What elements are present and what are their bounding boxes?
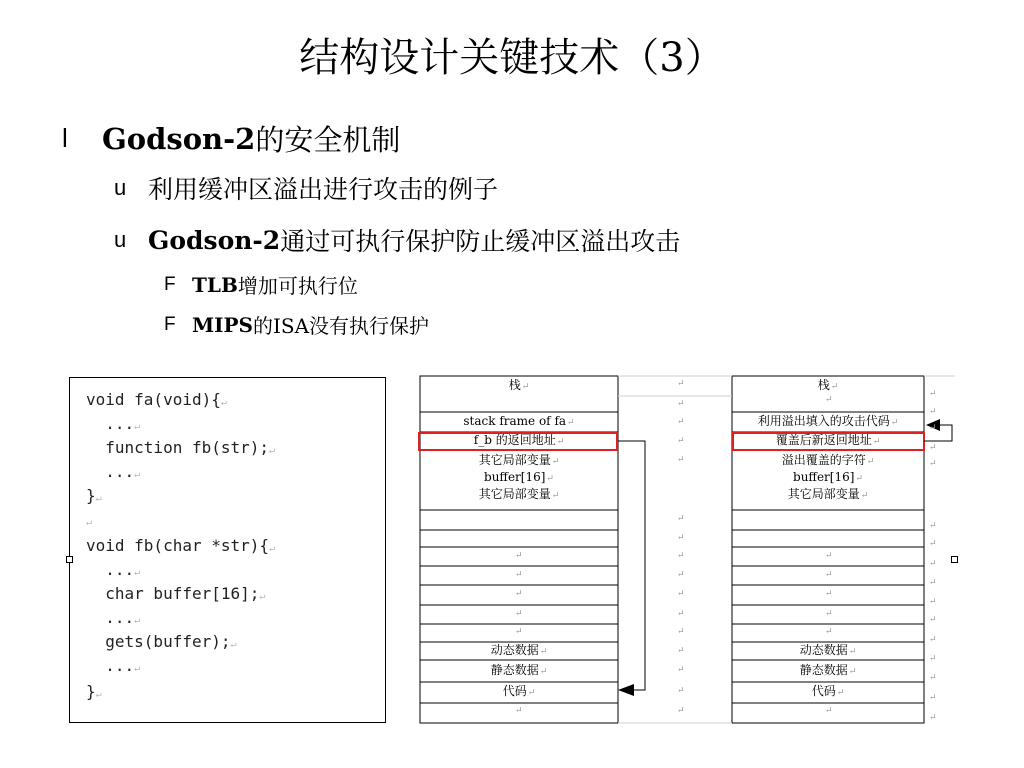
bullet-level3-tlb [164,270,358,299]
code-line: ...↵ [86,656,141,675]
bullet-text: 利用缓冲区溢出进行攻击的例子 [148,175,499,204]
code-line: gets(buffer);↵ [86,632,237,651]
right-stack-header: 栈↵ [817,377,839,392]
right-stack-code: 代码↵ [811,684,845,698]
code-line: void fb(char *str){↵ [86,536,276,555]
bullet-marker: l [62,123,68,153]
bullet-marker: u [114,175,127,200]
bullet-marker: F [164,273,176,295]
bullet-text: 增加可执行位 [237,274,358,298]
code-line: }↵ [86,486,102,505]
right-stack-attack-code: 利用溢出填入的攻击代码↵ [757,414,899,428]
left-stack-frame-fa: stack frame of fa↵ [463,414,575,428]
right-stack-dynamic-data: 动态数据↵ [799,643,857,657]
code-line: char buffer[16];↵ [86,584,266,603]
code-line: }↵ [86,682,102,701]
arrow-head-to-code [618,684,634,696]
bullet-text: 通过可执行保护防止缓冲区溢出攻击 [280,227,681,256]
code-line: ↵ [86,517,93,528]
bullet-level2-protection [114,222,680,258]
code-line: ...↵ [86,414,141,433]
left-stack-header: 栈↵ [508,377,530,392]
left-stack-return-address: f_b 的返回地址↵ [473,433,565,447]
bullet-level1 [62,118,400,159]
left-stack-dynamic-data: 动态数据↵ [490,643,548,657]
code-line: function fb(str);↵ [86,438,276,457]
selection-handle[interactable] [66,556,73,563]
bullet-text: 的ISA没有执行保护 [252,314,430,338]
code-line: ...↵ [86,560,141,579]
left-stack-code: 代码↵ [502,684,536,698]
bullet-bold-text: Godson-2 [102,121,256,156]
code-line: ...↵ [86,608,141,627]
bullet-bold-text: TLB [192,272,238,297]
code-line: ...↵ [86,462,141,481]
right-stack-static-data: 静态数据↵ [799,662,857,677]
bullet-marker: u [114,227,127,252]
code-box [69,377,386,723]
right-stack-new-return-address: 覆盖后新返回地址↵ [775,433,881,447]
stack-overflow-diagram: 栈↵ stack frame of fa↵ f_b 的返回地址↵ 其它局部变量↵ buffer[16]↵ 其它局部变量↵ 动态数据↵ 静态数据↵ 代码↵ 栈↵ 利用溢出填入的攻击代码↵ 覆盖后新返回地址↵ 溢出覆盖的字符↵ buffer[16]↵ 其它局部变量↵ 动态数据↵ 静态数据↵ 代码↵ ↵ ↵ ↵ ↵ ↵ ↵ ↵ ↵ ↵ ↵ ↵ ↵ ↵ ↵ ↵ ↵ ↵ ↵ ↵ ↵ ↵ ↵ ↵ ↵ ↵ ↵ ↵ ↵ ↵ ↵ ↵ ↵ ↵ ↵ ↵ ↵ ↵ ↵ ↵ ↵ ↵ ↵ ↵ ↵ ↵ [415,373,975,743]
bullet-text: 的安全机制 [255,123,401,157]
bullet-marker: F [164,313,176,335]
left-stack-locals: 其它局部变量↵ buffer[16]↵ 其它局部变量↵ [478,453,560,501]
bullet-level2-example [114,170,498,206]
slide-title: 结构设计关键技术（3） [299,35,725,81]
bullet-bold-text: MIPS [192,312,253,337]
right-stack-overflow: 溢出覆盖的字符↵ buffer[16]↵ 其它局部变量↵ [781,453,875,501]
bullet-level3-mips [164,310,429,339]
left-stack-static-data: 静态数据↵ [490,662,548,677]
bullet-bold-text: Godson-2 [148,225,281,255]
return-address-connector [618,441,645,690]
code-line: void fa(void){↵ [86,390,227,409]
